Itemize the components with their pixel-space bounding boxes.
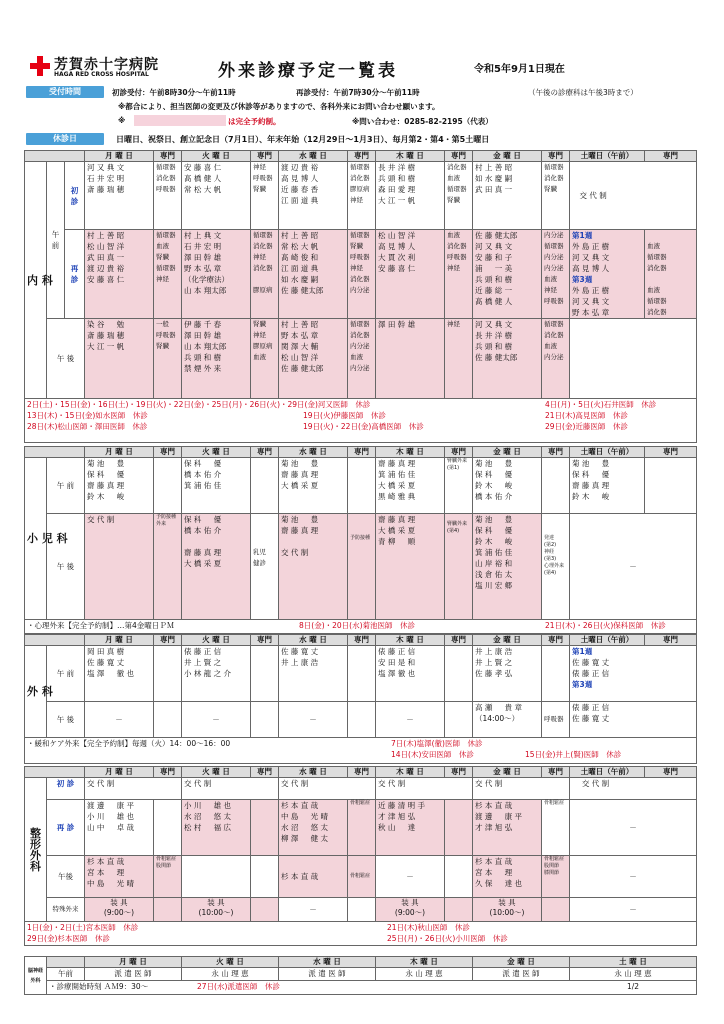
- geka-dept: 外 科: [25, 646, 47, 738]
- page-title: 外来診療予定一覧表: [218, 61, 398, 81]
- hospital-name-en: HAGA RED CROSS HOSPITAL: [54, 71, 149, 78]
- naika-dept: 内 科: [25, 162, 47, 399]
- first-visit-hours: 初診受付：午前8時30分～午前11時: [112, 88, 236, 97]
- seikei-table: 月 曜 日 専門 火 曜 日 専門 水 曜 日 専門 木 曜 日 専門 金 曜 日 専門 土曜日（午前） 専門 整 形 外 科 初 診 交 代 制 交 代 制 交 代 制 交 代 制 交 代 制 交 代 制 再 診 渡 邊 康 平 小 川 雄 也 山 中 卓 哉 小 川 雄 也 水 沼 悠 太 松 村 福 広 杉 本 直 哉 中 島 光 晴 水 沼 悠 太 柳 澤 健 太 骨粗鬆症 近 藤 清 明 手 才 津 旭 弘 秋 山 達 杉 本 直 哉 渡 邊 康 平 才 津 旭 弘 骨粗鬆症 － 午後 杉 本 直 哉 宮 本 理 中 島 光 晴 骨粗鬆症 股関節 杉 本 直 哉 骨粗鬆症 － 杉 本 直 哉 宮 本 理 久 保 達 也 骨粗鬆症 股関節 膝関節 － 特殊外来 装 具 (9:00～) 装 具 (10:00～) － 装 具 (9:00～) 装 具 (10:00～) － 1日(金)・2日(土)宮本医師 休診 21日(木)秋山医師 休診 29日(金)杉本医師 休診 25日(月)・26日(火)小川医師 休診: [24, 766, 697, 946]
- seikei-dept: 整 形 外 科: [25, 778, 47, 922]
- nouge-table: 脳神経外科 月 曜 日 火 曜 日 水 曜 日 木 曜 日 金 曜 日 土 曜 日 午前 派 遣 医 師 永 山 理 恵 派 遣 医 師 永 山 理 恵 派 遣 医 師 永 山 理 恵 ・診療開始時刻 ＡＭ9：30～ 27日(水)派遣医師 休診 1/2: [24, 956, 697, 995]
- closed-days-label: 休診日: [26, 133, 104, 145]
- return-visit-hours: 再診受付：午前7時30分～午前11時: [296, 88, 420, 97]
- red-cross-logo-icon: [30, 56, 50, 76]
- contact-note: ※問い合わせ：0285-82-2195（代表）: [352, 117, 493, 126]
- geka-table: 月 曜 日 専門 火 曜 日 専門 水 曜 日 専門 木 曜 日 専門 金 曜 日 専門 土曜日（午前） 専門 外 科 午 前 岡 田 真 樹 佐 藤 寛 丈 塩 澤 徹 也 俵 藤 正 信 井 上 賢 之 小 林 龍 之 介 佐 藤 寛 丈 井 上 康 浩 俵 藤 正 信 安 田 是 和 塩 澤 徹 也 井 上 康 浩 井 上 賢 之 佐 藤 孝 弘 第1週 佐 藤 寛 丈 俵 藤 正 信 第3週 午 後 － － － － 高 瀬 貴 章 （14:00～） 呼吸器 俵 藤 正 信 佐 藤 寛 丈 ・緩和ケア外来【完全予約制】毎週（火）14：00～16：00 7日(木)塩澤(徹)医師 休診 14日(木)安田医師 休診 15日(金)井上(賢)医師 休診: [24, 634, 697, 764]
- change-note: ※都合により、担当医師の変更及び休診等がありますので、各科外来にお問い合わせ願います。: [118, 102, 440, 111]
- afternoon-hours: （午後の診療科は午後3時まで）: [528, 88, 638, 97]
- as-of-date: 令和5年9月1日現在: [474, 64, 565, 75]
- complete-reservation-note: は完全予約制。: [228, 117, 281, 126]
- closed-days-text: 日曜日、祝祭日、創立記念日（7月1日）、年末年始（12月29日～1月3日）、毎月第2・第4・第5土曜日: [116, 135, 490, 144]
- naika-table: 月 曜 日 専門 火 曜 日 専門 水 曜 日 専門 木 曜 日 専門 金 曜 日 専門 土曜日（午前） 専門 内 科 午 前 初 診 河 又 典 文 石 井 宏 明 斎 藤 瑞 穂 循環器 消化器 呼吸器 安 藤 喜 仁 髙 橋 健 人 常 松 大 帆 神経 呼吸器 腎臓 渡 辺 貴 裕 高 見 博 人 近 藤 春 香 江 面 道 典 循環器 消化器 膠原病 神経 長 井 洋 樹 兵 頭 和 樹 森 田 愛 理 大 江 一 帆 消化器 血液 循環器 腎臓 村 上 善 昭 如 水 慶 嗣 武 田 真 一 循環器 消化器 腎臓 交 代 制 再 診 村 上 善 昭 松 山 智 洋 武 田 真 一 渡 辺 貴 裕 安 藤 喜 仁 循環器 血液 腎臓 循環器 神経 村 上 典 文 石 井 宏 明 澤 田 幹 雄 野 本 弘 章 （化学療法） 山 本 翔太郎 循環器 消化器 神経 消化器 膠原病 村 上 善 昭 常 松 大 帆 髙 崎 俊 和 江 面 道 典 如 水 慶 嗣 佐 藤 健太郎 循環器 腎臓 呼吸器 神経 消化器 内分泌 松 山 智 洋 高 見 博 人 大 貫 次 利 安 藤 喜 仁 血液 消化器 呼吸器 神経 佐 藤 健太郎 河 又 典 文 安 藤 和 子 浦 一 美 兵 頭 和 樹 近 藤 総 一 髙 橋 健 人 内分泌 循環器 内分泌 内分泌 血液 神経 呼吸器 第1週 外 島 正 樹 河 又 典 文 高 見 博 人 第3週 外 島 正 樹 河 又 典 文 野 本 弘 章 血液 循環器 消化器 血液 循環器 消化器 午 後 染 谷 勉 斎 藤 瑞 穂 大 江 一 帆 一般 呼吸器 腎臓 伊 藤 千 春 澤 田 幹 雄 山 本 翔太郎 兵 頭 和 樹 禁 煙 外 来 腎臓 神経 膠原病 血液 村 上 善 昭 野 本 弘 章 関 澤 大 輔 松 山 智 洋 佐 藤 健太郎 循環器 消化器 内分泌 血液 内分泌 澤 田 幹 雄 神経 河 又 典 文 長 井 洋 樹 兵 頭 和 樹 佐 藤 健太郎 循環器 消化器 血液 内分泌 2日(土)・15日(金)・16日(土)・19日(火)・22日(金)・25日(月)・26日(火)・29日(金)河又医師 休診 4日(月)・5日(火)石井医師 休診 13日(木)・15日(金)如水医師 休診 19日(火)伊藤医師 休診 21日(木)高見医師 休診 28日(木)松山医師・澤田医師 休診 19日(火)・22日(金)高橋医師 休診 29日(金)近藤医師 休診: [24, 150, 697, 443]
- page-number: 1/2: [627, 982, 640, 991]
- nouge-dept: 脳神経外科: [25, 957, 47, 995]
- shoni-dept: 小 児 科: [25, 458, 47, 620]
- mark-note: ※: [118, 116, 126, 125]
- reservation-color-sample: [134, 115, 226, 126]
- shoni-table: 月 曜 日 専門 火 曜 日 専門 水 曜 日 専門 木 曜 日 専門 金 曜 日 専門 土曜日（午前） 専門 小 児 科 午 前 菊 池 豊 保 科 優 齋 藤 真 理 鈴 木 峻 保 科 優 橋 本 佑 介 箕 浦 佑 佳 菊 池 豊 齋 藤 真 理 大 橋 采 夏 齋 藤 真 理 箕 浦 佑 佳 大 橋 采 夏 黒 崎 雅 典 腎臓外来 (第1) 菊 池 豊 保 科 優 鈴 木 峻 橋 本 佑 介 菊 池 豊 保 科 優 齋 藤 真 理 鈴 木 峻 午 後 交 代 制 予防接種 外来 保 科 優 橋 本 佑 介 齋 藤 真 理 大 橋 采 夏 乳児 健診 菊 池 豊 齋 藤 真 理 交 代 制 予防接種 齋 藤 真 理 大 橋 采 夏 青 柳 順 腎臓外来 (第4) 菊 池 豊 保 科 優 鈴 木 峻 箕 浦 佑 佳 山 岸 裕 和 浅 倉 佑 太 塩 川 宏 郷 発達 (第2) 神経 (第3) 心理外来 (第4) － ・心理外来【完全予約制】…第4金曜日ＰＭ 8日(金)・20日(水)菊池医師 休診 21日(木)・26日(火)保科医師 休診: [24, 446, 697, 634]
- hours-label: 受付時間: [26, 86, 104, 98]
- hospital-name: 芳賀赤十字病院: [54, 57, 159, 73]
